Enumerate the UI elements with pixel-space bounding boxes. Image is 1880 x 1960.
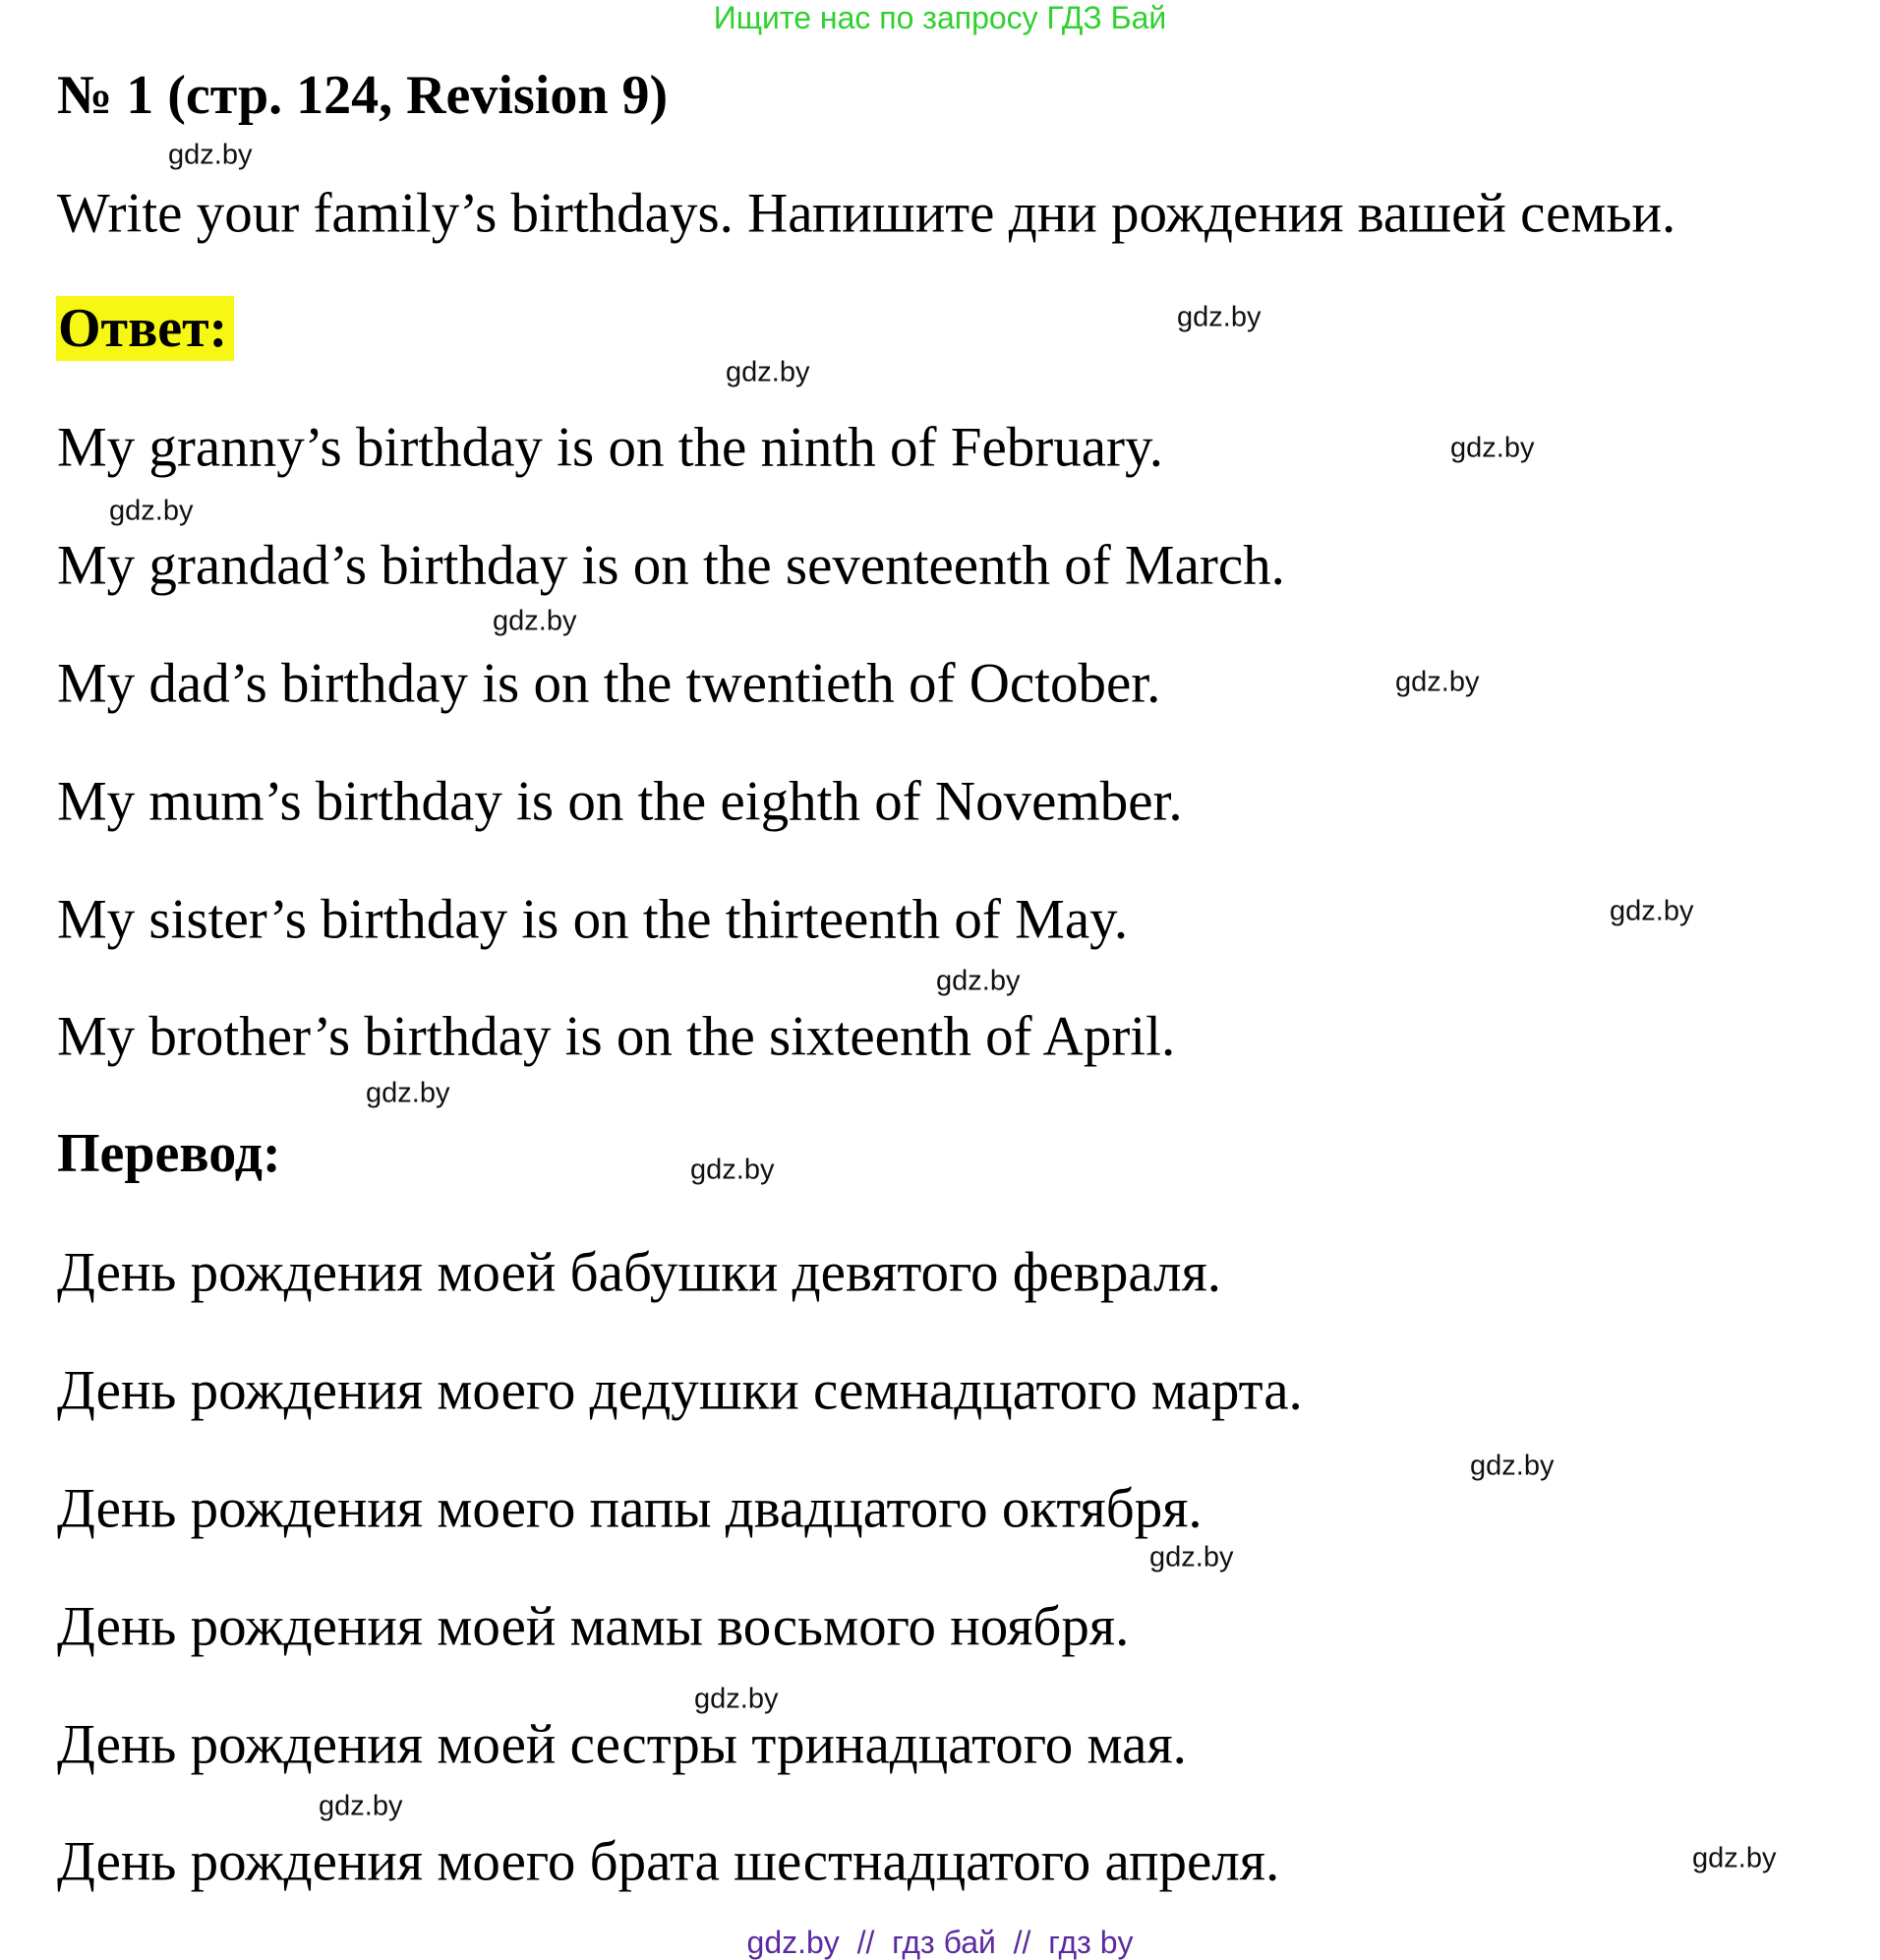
watermark: gdz.by: [690, 1154, 775, 1186]
watermark: gdz.by: [493, 605, 577, 637]
page-title: № 1 (стр. 124, Revision 9): [57, 65, 669, 126]
translation-line: День рождения моего папы двадцатого октября.: [57, 1477, 1203, 1540]
answer-label: Ответ:: [58, 298, 228, 359]
watermark: gdz.by: [1395, 666, 1480, 698]
watermark: gdz.by: [694, 1683, 779, 1715]
answer-line: My grandad’s birthday is on the seventeenth of March.: [57, 534, 1285, 597]
answer-line: My mum’s birthday is on the eighth of November.: [57, 770, 1183, 833]
watermark: gdz.by: [1149, 1541, 1234, 1574]
answer-line: My dad’s birthday is on the twentieth of October.: [57, 652, 1161, 715]
translation-heading: Перевод:: [57, 1123, 281, 1184]
answer-line: My granny’s birthday is on the ninth of February.: [57, 416, 1164, 479]
translation-line: День рождения моей сестры тринадцатого мая.: [57, 1713, 1187, 1776]
watermark: gdz.by: [109, 495, 194, 527]
answer-label-highlight: [56, 296, 234, 361]
watermark: gdz.by: [319, 1790, 403, 1822]
translation-line: День рождения моего дедушки семнадцатого марта.: [57, 1359, 1303, 1422]
translation-line: День рождения моего брата шестнадцатого апреля.: [57, 1830, 1280, 1893]
watermark: gdz.by: [366, 1077, 450, 1109]
watermark: gdz.by: [1610, 895, 1694, 927]
watermark: gdz.by: [936, 965, 1021, 997]
watermark: gdz.by: [1692, 1842, 1777, 1874]
answer-line: My brother’s birthday is on the sixteenth of April.: [57, 1005, 1176, 1068]
search-banner: Ищите нас по запросу ГДЗ Бай: [713, 0, 1167, 35]
translation-line: День рождения моей мамы восьмого ноября.: [57, 1595, 1130, 1658]
footer-links: gdz.by // гдз бай // гдз by: [746, 1925, 1134, 1960]
watermark: gdz.by: [1470, 1450, 1555, 1482]
translation-line: День рождения моей бабушки девятого февраля.: [57, 1241, 1222, 1304]
watermark: gdz.by: [168, 139, 253, 171]
watermark: gdz.by: [726, 356, 810, 388]
task-instruction: Write your family’s birthdays. Напишите дни рождения вашей семьи.: [57, 182, 1676, 245]
watermark: gdz.by: [1177, 301, 1262, 333]
answer-line: My sister’s birthday is on the thirteenth of May.: [57, 888, 1129, 951]
watermark: gdz.by: [1450, 432, 1535, 464]
